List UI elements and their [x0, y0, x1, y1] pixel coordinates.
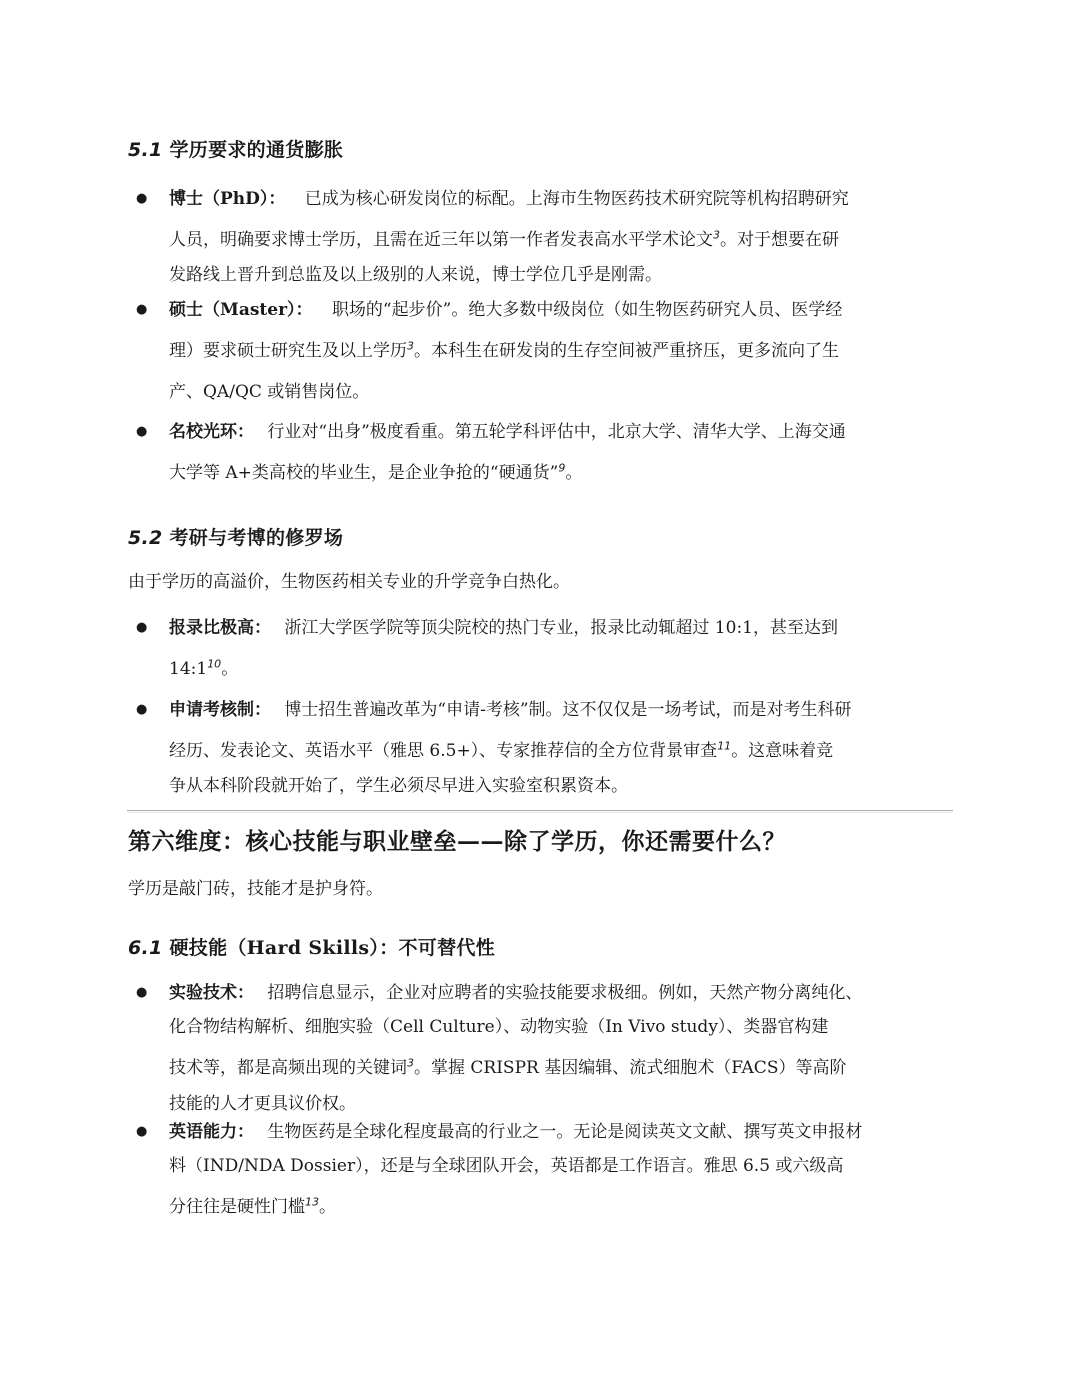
footnote-ref[interactable]: 13 — [305, 1195, 319, 1209]
list-item-line: 职场的“起步价”。绝大多数中级岗位（如生物医药研究人员、医学经 — [331, 300, 843, 320]
footnote-ref[interactable]: 10 — [207, 657, 222, 671]
bullet-icon: ● — [136, 620, 148, 635]
section-number: 5.2 — [128, 527, 163, 549]
line-text: 经历、发表论文、英语水平（雅思 6.5+）、专家推荐信的全方位背景审查 — [169, 741, 718, 761]
section-number: 5.1 — [128, 139, 163, 161]
list-item-line: 争从本科阶段就开始了，学生必须尽早进入实验室积累资本。 — [169, 776, 628, 796]
bullet-icon: ● — [136, 702, 148, 717]
line-text: 技术等，都是高频出现的关键词 — [169, 1058, 407, 1078]
list-item-line — [169, 1196, 336, 1218]
list-item-line: 料（IND/NDA Dossier），还是与全球团队开会，英语都是工作语言。雅思 6.5 或六级高 — [169, 1156, 844, 1176]
list-item-line: 生物医药是全球化程度最高的行业之一。无论是阅读英文文献、撰写英文申报材 — [267, 1122, 863, 1142]
section-title: 考研与考博的修罗场 — [169, 527, 344, 549]
line-tail: 。 — [565, 463, 583, 483]
bullet-icon: ● — [136, 302, 148, 317]
line-tail: 。这意味着竞 — [731, 741, 834, 761]
line-tail: 。本科生在研发岗的生存空间被严重挤压，更多流向了生 — [414, 341, 839, 361]
list-item-line — [169, 229, 839, 251]
list-item-line: 浙江大学医学院等顶尖院校的热门专业，报录比动辄超过 10:1，甚至达到 — [284, 618, 838, 638]
list-item-line: 产、QA/QC 或销售岗位。 — [169, 382, 370, 402]
footnote-ref[interactable]: 3 — [407, 339, 414, 353]
list-item-line: 招聘信息显示，企业对应聘者的实验技能要求极细。例如，天然产物分离纯化、 — [267, 983, 863, 1003]
list-item — [169, 699, 852, 721]
chapter-heading-6: 第六维度：核心技能与职业壁垒——除了学历，你还需要什么？ — [128, 828, 786, 855]
list-item — [169, 1121, 862, 1143]
section-number: 6.1 — [128, 937, 163, 959]
list-item — [169, 617, 838, 639]
list-item — [169, 421, 846, 443]
line-text: 人员，明确要求博士学历，且需在近三年以第一作者发表高水平学术论文 — [169, 230, 713, 250]
list-item-lead: 博士（PhD）： — [169, 189, 286, 209]
line-tail: 。掌握 CRISPR 基因编辑、流式细胞术（FACS）等高阶 — [414, 1058, 847, 1078]
line-tail: 。 — [221, 659, 239, 679]
list-item-line: 发路线上晋升到总监及以上级别的人来说，博士学位几乎是刚需。 — [169, 265, 662, 285]
list-item-line — [169, 340, 839, 362]
list-item-line — [169, 658, 238, 680]
list-item-line: 技能的人才更具议价权。 — [169, 1094, 356, 1114]
section-heading-5-2 — [128, 523, 343, 550]
horizontal-divider — [127, 810, 953, 813]
list-item — [169, 982, 862, 1004]
section-intro: 由于学历的高溢价，生物医药相关专业的升学竞争白热化。 — [128, 572, 570, 592]
list-item — [169, 188, 849, 210]
list-item-lead: 硕士（Master）： — [169, 300, 313, 320]
section-heading-6-1 — [128, 933, 495, 960]
list-item-line: 博士招生普遍改革为“申请-考核”制。这不仅仅是一场考试，而是对考生科研 — [284, 700, 852, 720]
section-title: 学历要求的通货膨胀 — [169, 139, 344, 161]
list-item-line — [169, 1057, 846, 1079]
line-text: 大学等 A+类高校的毕业生，是企业争抢的“硬通货” — [169, 463, 559, 483]
list-item-lead: 报录比极高： — [169, 618, 271, 638]
list-item-lead: 实验技术： — [169, 983, 254, 1003]
line-text: 14:1 — [169, 659, 208, 679]
list-item-lead: 英语能力： — [169, 1122, 254, 1142]
list-item-lead: 申请考核制： — [169, 700, 271, 720]
list-item-line — [169, 740, 833, 762]
section-heading-5-1 — [128, 135, 343, 162]
section-title: 硬技能（Hard Skills）：不可替代性 — [169, 937, 495, 959]
line-text: 理）要求硕士研究生及以上学历 — [169, 341, 407, 361]
list-item-line: 已成为核心研发岗位的标配。上海市生物医药技术研究院等机构招聘研究 — [304, 189, 849, 209]
footnote-ref[interactable]: 3 — [713, 228, 720, 242]
list-item-lead: 名校光环： — [169, 422, 254, 442]
bullet-icon: ● — [136, 1124, 148, 1139]
footnote-ref[interactable]: 11 — [717, 739, 732, 753]
bullet-icon: ● — [136, 191, 148, 206]
list-item-line — [169, 462, 582, 484]
footnote-ref[interactable]: 3 — [407, 1056, 414, 1070]
chapter-intro: 学历是敲门砖，技能才是护身符。 — [128, 879, 383, 899]
list-item-line: 行业对“出身”极度看重。第五轮学科评估中，北京大学、清华大学、上海交通 — [267, 422, 846, 442]
line-text: 分往往是硬性门槛 — [169, 1197, 305, 1217]
list-item — [169, 299, 842, 321]
bullet-icon: ● — [136, 424, 148, 439]
line-tail: 。 — [319, 1197, 336, 1217]
footnote-ref[interactable]: 9 — [558, 461, 566, 475]
bullet-icon: ● — [136, 985, 148, 1000]
line-tail: 。对于想要在研 — [720, 230, 839, 250]
list-item-line: 化合物结构解析、细胞实验（Cell Culture）、动物实验（In Vivo study）、类器官构建 — [169, 1017, 829, 1037]
